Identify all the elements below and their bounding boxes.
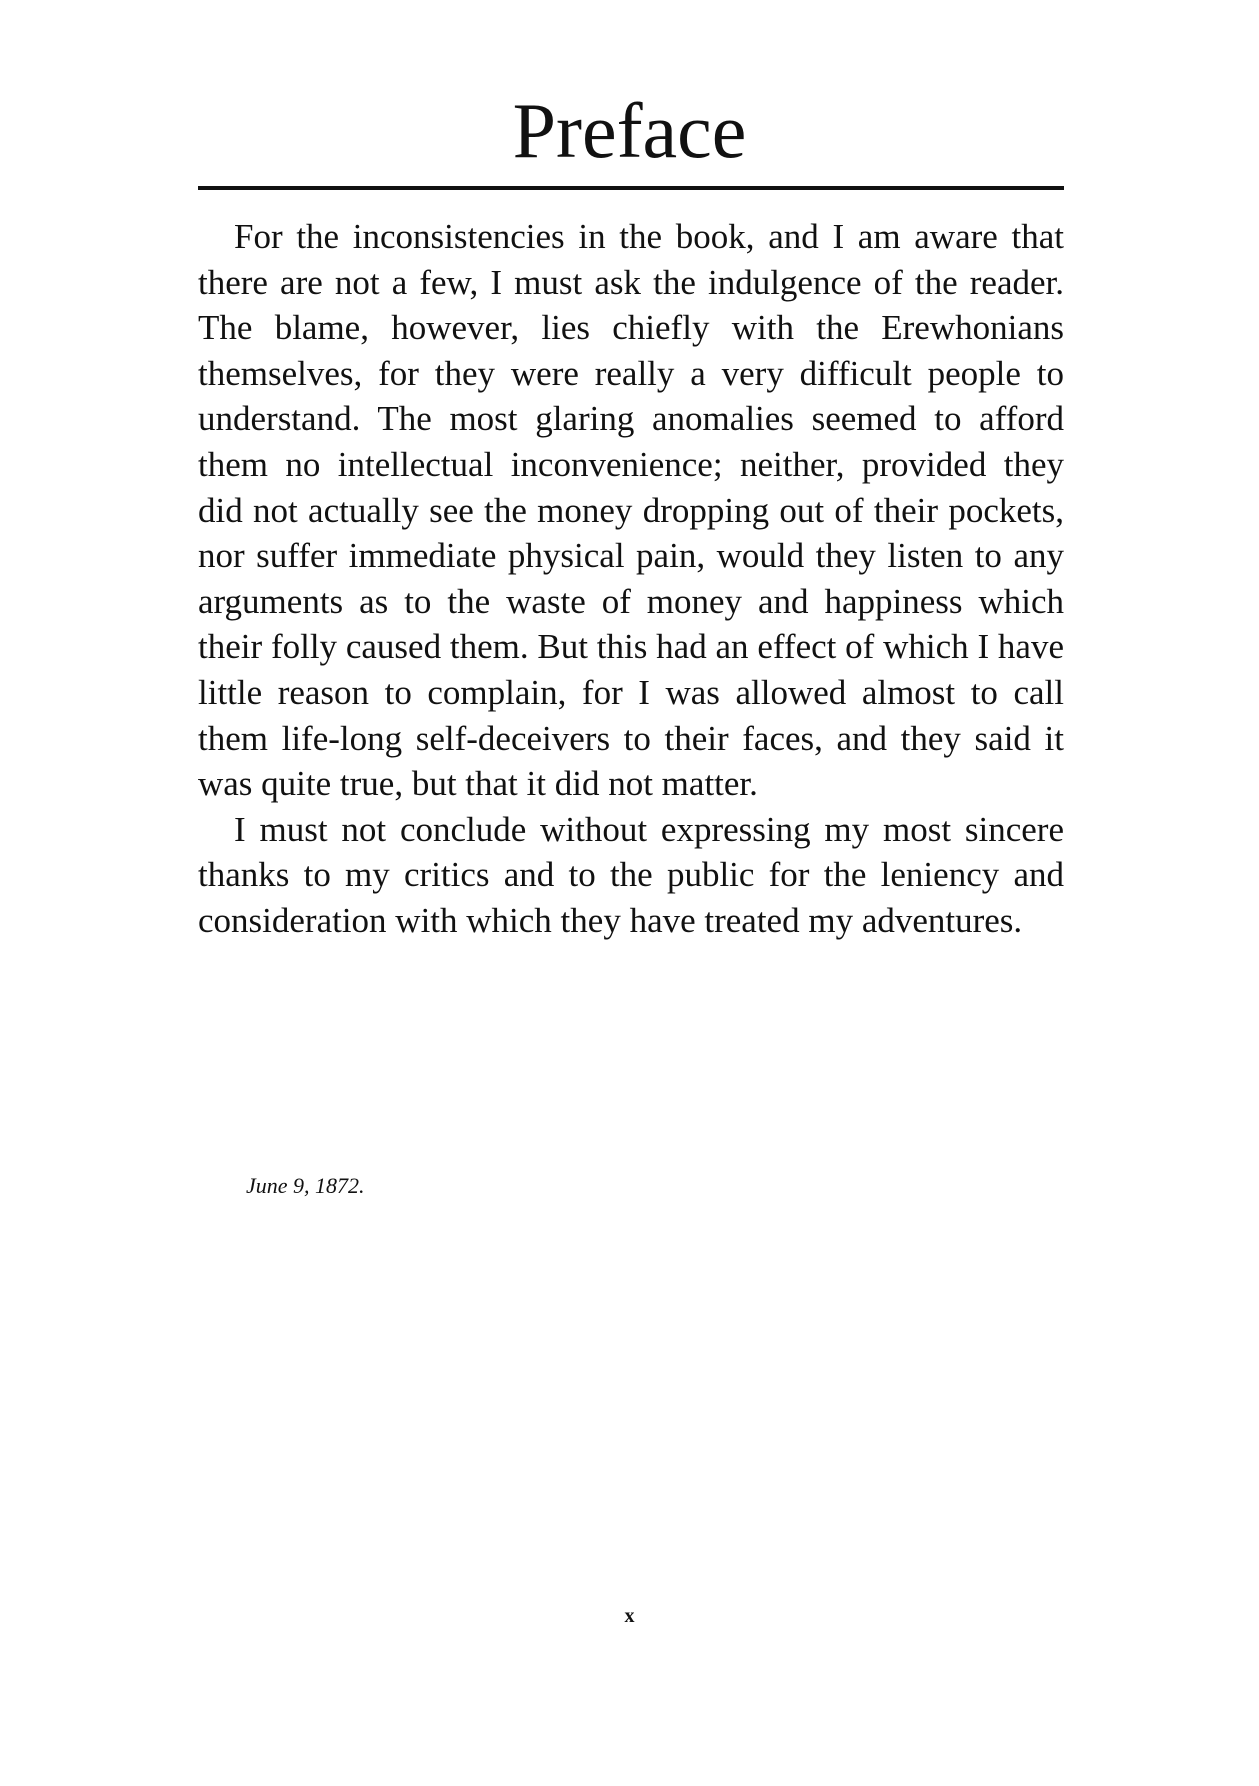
preface-body	[198, 214, 1064, 944]
paragraph-2: I must not conclude without expressing my most sincere thanks to my critics and to the public for the leniency and consideration with which they have treated my adventures.	[198, 809, 1064, 940]
dateline: June 9, 1872.	[246, 1173, 365, 1198]
paragraph-1: For the inconsistencies in the book, and I am aware that there are not a few, I must ask the indulgence of the reader. The blame, however, lies chiefly with the Erewhonians themselves, for they were really a very difficult people to understand. The most glaring anomalies seemed to afford them no intellectual inconvenience; neither, provided they did not actually see the money dropping out of their pockets, nor suffer immediate physical pain, would they listen to any arguments as to the waste of money and happiness which their folly caused them. But this had an effect of which I have little reason to complain, for I was allowed almost to call them life-long self-deceivers to their faces, and they said it was quite true, but that it did not matter.	[198, 217, 1064, 804]
title-rule	[198, 186, 1064, 190]
page-title: Preface	[512, 87, 747, 174]
page-number: x	[624, 1605, 635, 1627]
